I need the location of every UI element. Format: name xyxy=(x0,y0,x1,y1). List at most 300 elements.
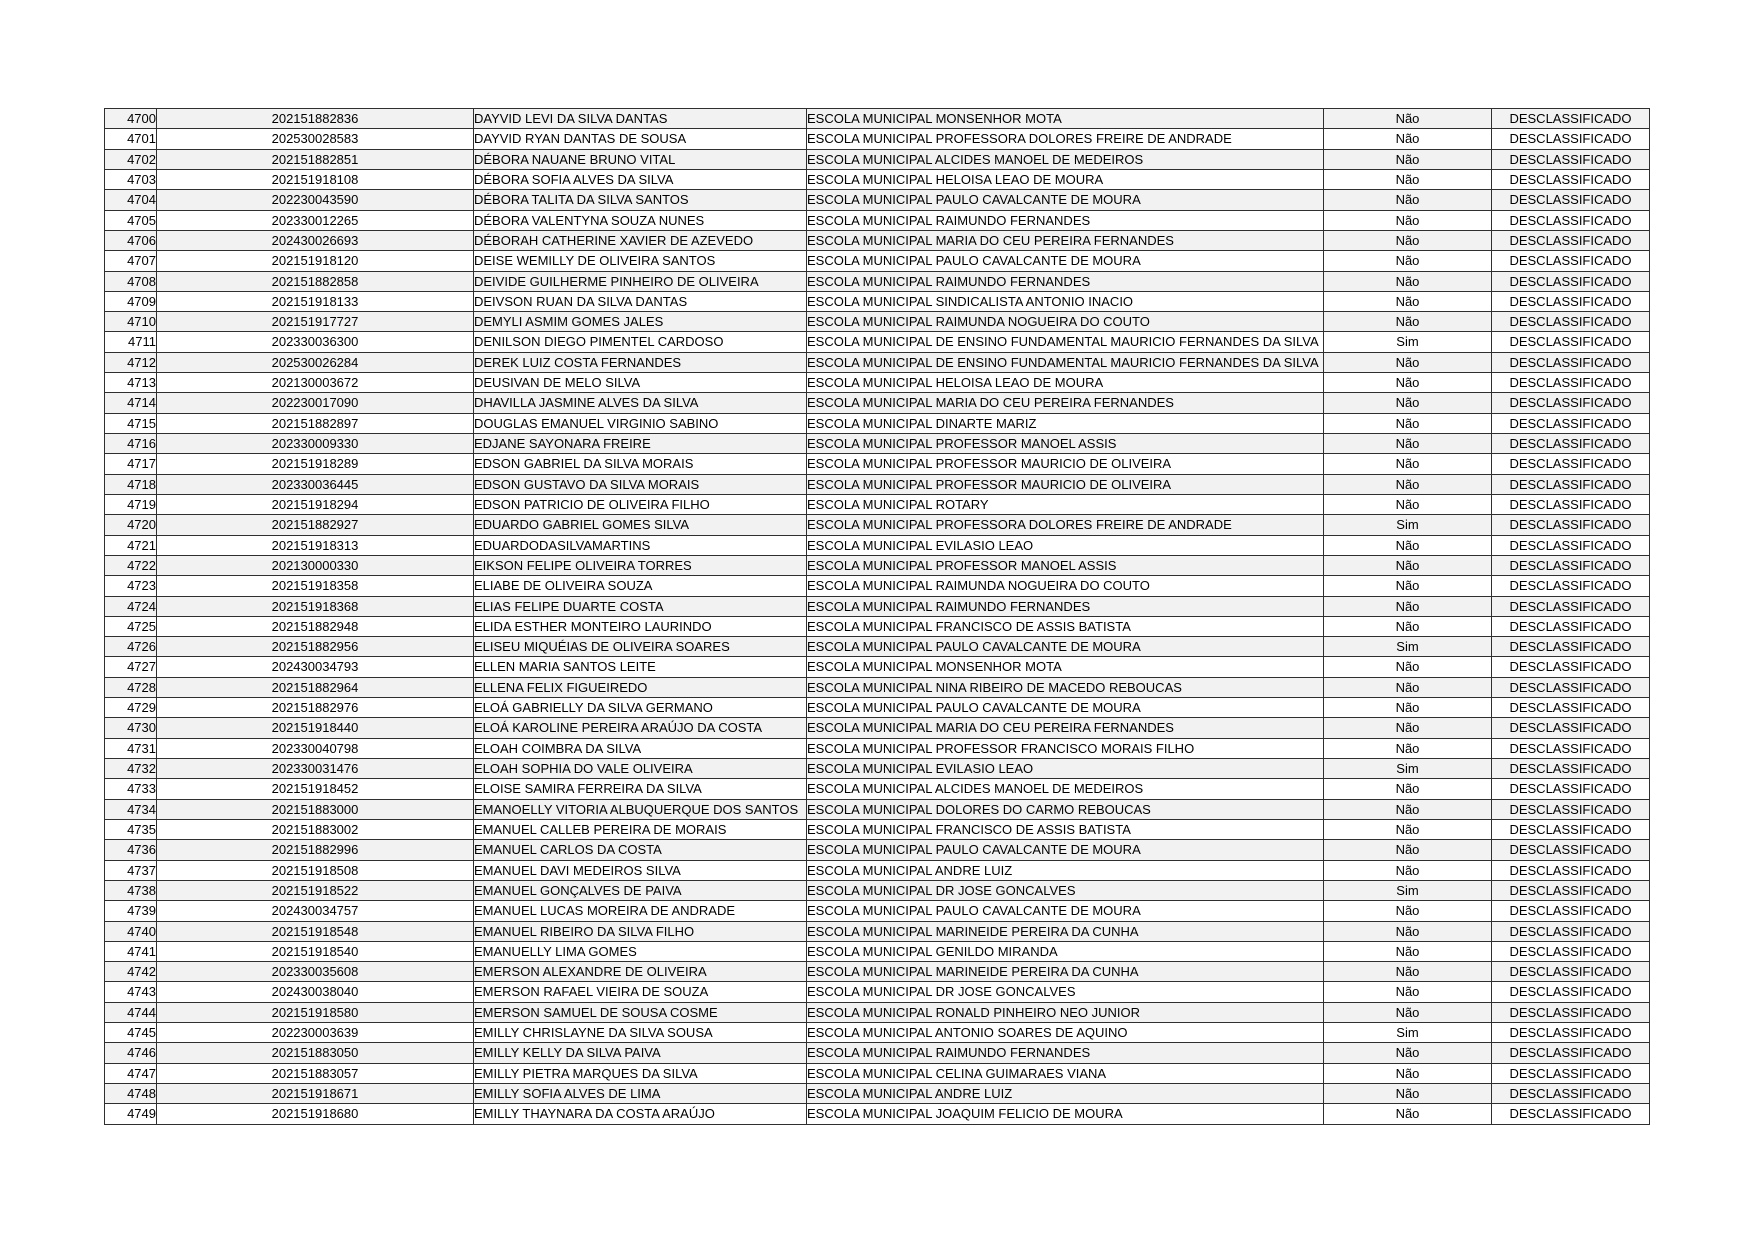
name-cell: EMANUEL CARLOS DA COSTA xyxy=(474,840,807,860)
registration-cell: 202151918294 xyxy=(157,494,474,514)
school-cell: ESCOLA MUNICIPAL CELINA GUIMARAES VIANA xyxy=(807,1063,1324,1083)
row-index-cell: 4748 xyxy=(105,1084,157,1104)
school-cell: ESCOLA MUNICIPAL PROFESSORA DOLORES FREIRE DE ANDRADE xyxy=(807,515,1324,535)
school-cell: ESCOLA MUNICIPAL PROFESSOR MAURICIO DE OLIVEIRA xyxy=(807,474,1324,494)
yes-no-cell: Não xyxy=(1324,373,1492,393)
name-cell: DAYVID RYAN DANTAS DE SOUSA xyxy=(474,129,807,149)
status-cell: DESCLASSIFICADO xyxy=(1492,474,1650,494)
yes-no-cell: Não xyxy=(1324,251,1492,271)
name-cell: EDJANE SAYONARA FREIRE xyxy=(474,434,807,454)
yes-no-cell: Não xyxy=(1324,555,1492,575)
registration-cell: 202151918580 xyxy=(157,1002,474,1022)
name-cell: EMANUEL GONÇALVES DE PAIVA xyxy=(474,880,807,900)
row-index-cell: 4727 xyxy=(105,657,157,677)
registration-cell: 202151918522 xyxy=(157,880,474,900)
table-row xyxy=(105,454,1650,474)
name-cell: ELOAH COIMBRA DA SILVA xyxy=(474,738,807,758)
name-cell: DÉBORA SOFIA ALVES DA SILVA xyxy=(474,169,807,189)
table-row xyxy=(105,1002,1650,1022)
row-index-cell: 4723 xyxy=(105,576,157,596)
classification-table xyxy=(104,108,1650,1125)
table-row xyxy=(105,616,1650,636)
table-row xyxy=(105,332,1650,352)
name-cell: ELLEN MARIA SANTOS LEITE xyxy=(474,657,807,677)
school-cell: ESCOLA MUNICIPAL GENILDO MIRANDA xyxy=(807,941,1324,961)
registration-cell: 202151918680 xyxy=(157,1104,474,1124)
yes-no-cell: Sim xyxy=(1324,759,1492,779)
name-cell: DENILSON DIEGO PIMENTEL CARDOSO xyxy=(474,332,807,352)
status-cell: DESCLASSIFICADO xyxy=(1492,657,1650,677)
school-cell: ESCOLA MUNICIPAL HELOISA LEAO DE MOURA xyxy=(807,169,1324,189)
status-cell: DESCLASSIFICADO xyxy=(1492,291,1650,311)
table-row xyxy=(105,779,1650,799)
yes-no-cell: Não xyxy=(1324,210,1492,230)
registration-cell: 202151883050 xyxy=(157,1043,474,1063)
name-cell: ELISEU MIQUÉIAS DE OLIVEIRA SOARES xyxy=(474,637,807,657)
row-index-cell: 4726 xyxy=(105,637,157,657)
table-row xyxy=(105,962,1650,982)
school-cell: ESCOLA MUNICIPAL EVILASIO LEAO xyxy=(807,759,1324,779)
name-cell: ELIABE DE OLIVEIRA SOUZA xyxy=(474,576,807,596)
school-cell: ESCOLA MUNICIPAL FRANCISCO DE ASSIS BATISTA xyxy=(807,616,1324,636)
status-cell: DESCLASSIFICADO xyxy=(1492,860,1650,880)
row-index-cell: 4746 xyxy=(105,1043,157,1063)
table-row xyxy=(105,738,1650,758)
school-cell: ESCOLA MUNICIPAL DOLORES DO CARMO REBOUCAS xyxy=(807,799,1324,819)
table-row xyxy=(105,880,1650,900)
yes-no-cell: Não xyxy=(1324,819,1492,839)
yes-no-cell: Não xyxy=(1324,982,1492,1002)
name-cell: EMERSON RAFAEL VIEIRA DE SOUZA xyxy=(474,982,807,1002)
registration-cell: 202330036445 xyxy=(157,474,474,494)
registration-cell: 202151918108 xyxy=(157,169,474,189)
registration-cell: 202530026284 xyxy=(157,352,474,372)
table-row xyxy=(105,576,1650,596)
registration-cell: 202151882956 xyxy=(157,637,474,657)
yes-no-cell: Não xyxy=(1324,454,1492,474)
yes-no-cell: Sim xyxy=(1324,637,1492,657)
status-cell: DESCLASSIFICADO xyxy=(1492,616,1650,636)
name-cell: DÉBORA TALITA DA SILVA SANTOS xyxy=(474,190,807,210)
yes-no-cell: Não xyxy=(1324,657,1492,677)
school-cell: ESCOLA MUNICIPAL PROFESSOR MANOEL ASSIS xyxy=(807,555,1324,575)
name-cell: ELLENA FELIX FIGUEIREDO xyxy=(474,677,807,697)
registration-cell: 202151882964 xyxy=(157,677,474,697)
yes-no-cell: Sim xyxy=(1324,515,1492,535)
table-row xyxy=(105,819,1650,839)
registration-cell: 202151918452 xyxy=(157,779,474,799)
yes-no-cell: Não xyxy=(1324,230,1492,250)
registration-cell: 202151882996 xyxy=(157,840,474,860)
status-cell: DESCLASSIFICADO xyxy=(1492,1104,1650,1124)
name-cell: ELOÁ KAROLINE PEREIRA ARAÚJO DA COSTA xyxy=(474,718,807,738)
yes-no-cell: Não xyxy=(1324,474,1492,494)
yes-no-cell: Não xyxy=(1324,413,1492,433)
table-row xyxy=(105,799,1650,819)
school-cell: ESCOLA MUNICIPAL RAIMUNDO FERNANDES xyxy=(807,210,1324,230)
status-cell: DESCLASSIFICADO xyxy=(1492,434,1650,454)
registration-cell: 202151918548 xyxy=(157,921,474,941)
name-cell: DÉBORA VALENTYNA SOUZA NUNES xyxy=(474,210,807,230)
school-cell: ESCOLA MUNICIPAL PAULO CAVALCANTE DE MOURA xyxy=(807,251,1324,271)
registration-cell: 202151882976 xyxy=(157,698,474,718)
name-cell: ELIAS FELIPE DUARTE COSTA xyxy=(474,596,807,616)
school-cell: ESCOLA MUNICIPAL ROTARY xyxy=(807,494,1324,514)
row-index-cell: 4747 xyxy=(105,1063,157,1083)
school-cell: ESCOLA MUNICIPAL MARINEIDE PEREIRA DA CUNHA xyxy=(807,962,1324,982)
name-cell: EMANOELLY VITORIA ALBUQUERQUE DOS SANTOS xyxy=(474,799,807,819)
status-cell: DESCLASSIFICADO xyxy=(1492,535,1650,555)
row-index-cell: 4702 xyxy=(105,149,157,169)
school-cell: ESCOLA MUNICIPAL DR JOSE GONCALVES xyxy=(807,880,1324,900)
row-index-cell: 4715 xyxy=(105,413,157,433)
name-cell: EMILLY THAYNARA DA COSTA ARAÚJO xyxy=(474,1104,807,1124)
row-index-cell: 4705 xyxy=(105,210,157,230)
row-index-cell: 4712 xyxy=(105,352,157,372)
status-cell: DESCLASSIFICADO xyxy=(1492,921,1650,941)
school-cell: ESCOLA MUNICIPAL MARIA DO CEU PEREIRA FERNANDES xyxy=(807,230,1324,250)
registration-cell: 202151882948 xyxy=(157,616,474,636)
yes-no-cell: Não xyxy=(1324,677,1492,697)
status-cell: DESCLASSIFICADO xyxy=(1492,169,1650,189)
status-cell: DESCLASSIFICADO xyxy=(1492,637,1650,657)
status-cell: DESCLASSIFICADO xyxy=(1492,576,1650,596)
row-index-cell: 4740 xyxy=(105,921,157,941)
row-index-cell: 4741 xyxy=(105,941,157,961)
name-cell: EMERSON ALEXANDRE DE OLIVEIRA xyxy=(474,962,807,982)
table-row xyxy=(105,109,1650,129)
registration-cell: 202151882927 xyxy=(157,515,474,535)
name-cell: DAYVID LEVI DA SILVA DANTAS xyxy=(474,109,807,129)
row-index-cell: 4743 xyxy=(105,982,157,1002)
registration-cell: 202151883000 xyxy=(157,799,474,819)
registration-cell: 202151882858 xyxy=(157,271,474,291)
status-cell: DESCLASSIFICADO xyxy=(1492,190,1650,210)
registration-cell: 202151918289 xyxy=(157,454,474,474)
row-index-cell: 4744 xyxy=(105,1002,157,1022)
status-cell: DESCLASSIFICADO xyxy=(1492,149,1650,169)
name-cell: DEUSIVAN DE MELO SILVA xyxy=(474,373,807,393)
name-cell: EMANUEL CALLEB PEREIRA DE MORAIS xyxy=(474,819,807,839)
status-cell: DESCLASSIFICADO xyxy=(1492,454,1650,474)
row-index-cell: 4728 xyxy=(105,677,157,697)
row-index-cell: 4734 xyxy=(105,799,157,819)
school-cell: ESCOLA MUNICIPAL EVILASIO LEAO xyxy=(807,535,1324,555)
yes-no-cell: Não xyxy=(1324,352,1492,372)
table-row xyxy=(105,515,1650,535)
status-cell: DESCLASSIFICADO xyxy=(1492,738,1650,758)
row-index-cell: 4711 xyxy=(105,332,157,352)
yes-no-cell: Não xyxy=(1324,271,1492,291)
table-row xyxy=(105,190,1650,210)
registration-cell: 202430034793 xyxy=(157,657,474,677)
row-index-cell: 4737 xyxy=(105,860,157,880)
row-index-cell: 4717 xyxy=(105,454,157,474)
table-row xyxy=(105,1104,1650,1124)
yes-no-cell: Não xyxy=(1324,434,1492,454)
name-cell: EMANUELLY LIMA GOMES xyxy=(474,941,807,961)
table-row xyxy=(105,637,1650,657)
status-cell: DESCLASSIFICADO xyxy=(1492,109,1650,129)
status-cell: DESCLASSIFICADO xyxy=(1492,1002,1650,1022)
school-cell: ESCOLA MUNICIPAL HELOISA LEAO DE MOURA xyxy=(807,373,1324,393)
row-index-cell: 4709 xyxy=(105,291,157,311)
status-cell: DESCLASSIFICADO xyxy=(1492,332,1650,352)
school-cell: ESCOLA MUNICIPAL MARINEIDE PEREIRA DA CUNHA xyxy=(807,921,1324,941)
row-index-cell: 4703 xyxy=(105,169,157,189)
status-cell: DESCLASSIFICADO xyxy=(1492,515,1650,535)
row-index-cell: 4716 xyxy=(105,434,157,454)
name-cell: EDSON PATRICIO DE OLIVEIRA FILHO xyxy=(474,494,807,514)
name-cell: ELOISE SAMIRA FERREIRA DA SILVA xyxy=(474,779,807,799)
status-cell: DESCLASSIFICADO xyxy=(1492,373,1650,393)
school-cell: ESCOLA MUNICIPAL PAULO CAVALCANTE DE MOURA xyxy=(807,901,1324,921)
table-row xyxy=(105,941,1650,961)
school-cell: ESCOLA MUNICIPAL RAIMUNDA NOGUEIRA DO COUTO xyxy=(807,576,1324,596)
registration-cell: 202151918508 xyxy=(157,860,474,880)
status-cell: DESCLASSIFICADO xyxy=(1492,901,1650,921)
table-row xyxy=(105,657,1650,677)
row-index-cell: 4733 xyxy=(105,779,157,799)
yes-no-cell: Não xyxy=(1324,291,1492,311)
school-cell: ESCOLA MUNICIPAL RONALD PINHEIRO NEO JUNIOR xyxy=(807,1002,1324,1022)
registration-cell: 202230043590 xyxy=(157,190,474,210)
table-row xyxy=(105,494,1650,514)
row-index-cell: 4700 xyxy=(105,109,157,129)
name-cell: DEREK LUIZ COSTA FERNANDES xyxy=(474,352,807,372)
yes-no-cell: Não xyxy=(1324,1043,1492,1063)
yes-no-cell: Não xyxy=(1324,1084,1492,1104)
name-cell: EMERSON SAMUEL DE SOUSA COSME xyxy=(474,1002,807,1022)
row-index-cell: 4731 xyxy=(105,738,157,758)
registration-cell: 202151882851 xyxy=(157,149,474,169)
yes-no-cell: Não xyxy=(1324,596,1492,616)
status-cell: DESCLASSIFICADO xyxy=(1492,312,1650,332)
table-row xyxy=(105,698,1650,718)
name-cell: EMILLY CHRISLAYNE DA SILVA SOUSA xyxy=(474,1023,807,1043)
table-row xyxy=(105,393,1650,413)
registration-cell: 202330012265 xyxy=(157,210,474,230)
yes-no-cell: Não xyxy=(1324,718,1492,738)
yes-no-cell: Não xyxy=(1324,1063,1492,1083)
yes-no-cell: Não xyxy=(1324,576,1492,596)
school-cell: ESCOLA MUNICIPAL PROFESSOR FRANCISCO MORAIS FILHO xyxy=(807,738,1324,758)
table-row xyxy=(105,840,1650,860)
table-row xyxy=(105,169,1650,189)
status-cell: DESCLASSIFICADO xyxy=(1492,677,1650,697)
yes-no-cell: Não xyxy=(1324,799,1492,819)
school-cell: ESCOLA MUNICIPAL ANDRE LUIZ xyxy=(807,860,1324,880)
name-cell: EDUARDODASILVAMARTINS xyxy=(474,535,807,555)
registration-cell: 202130003672 xyxy=(157,373,474,393)
school-cell: ESCOLA MUNICIPAL PROFESSOR MAURICIO DE OLIVEIRA xyxy=(807,454,1324,474)
yes-no-cell: Não xyxy=(1324,1104,1492,1124)
name-cell: DOUGLAS EMANUEL VIRGINIO SABINO xyxy=(474,413,807,433)
status-cell: DESCLASSIFICADO xyxy=(1492,1023,1650,1043)
table-row xyxy=(105,251,1650,271)
name-cell: EMILLY KELLY DA SILVA PAIVA xyxy=(474,1043,807,1063)
status-cell: DESCLASSIFICADO xyxy=(1492,271,1650,291)
school-cell: ESCOLA MUNICIPAL NINA RIBEIRO DE MACEDO REBOUCAS xyxy=(807,677,1324,697)
status-cell: DESCLASSIFICADO xyxy=(1492,555,1650,575)
table-row xyxy=(105,413,1650,433)
yes-no-cell: Não xyxy=(1324,535,1492,555)
school-cell: ESCOLA MUNICIPAL MARIA DO CEU PEREIRA FERNANDES xyxy=(807,393,1324,413)
table-row xyxy=(105,1084,1650,1104)
school-cell: ESCOLA MUNICIPAL PAULO CAVALCANTE DE MOURA xyxy=(807,190,1324,210)
school-cell: ESCOLA MUNICIPAL RAIMUNDO FERNANDES xyxy=(807,1043,1324,1063)
school-cell: ESCOLA MUNICIPAL ALCIDES MANOEL DE MEDEIROS xyxy=(807,149,1324,169)
status-cell: DESCLASSIFICADO xyxy=(1492,880,1650,900)
table-row xyxy=(105,677,1650,697)
name-cell: DEIVSON RUAN DA SILVA DANTAS xyxy=(474,291,807,311)
table-row xyxy=(105,921,1650,941)
registration-cell: 202151918133 xyxy=(157,291,474,311)
name-cell: DHAVILLA JASMINE ALVES DA SILVA xyxy=(474,393,807,413)
name-cell: EIKSON FELIPE OLIVEIRA TORRES xyxy=(474,555,807,575)
school-cell: ESCOLA MUNICIPAL ANDRE LUIZ xyxy=(807,1084,1324,1104)
registration-cell: 202430034757 xyxy=(157,901,474,921)
name-cell: DÉBORA NAUANE BRUNO VITAL xyxy=(474,149,807,169)
registration-cell: 202330036300 xyxy=(157,332,474,352)
row-index-cell: 4701 xyxy=(105,129,157,149)
status-cell: DESCLASSIFICADO xyxy=(1492,941,1650,961)
status-cell: DESCLASSIFICADO xyxy=(1492,1084,1650,1104)
registration-cell: 202151918313 xyxy=(157,535,474,555)
school-cell: ESCOLA MUNICIPAL DR JOSE GONCALVES xyxy=(807,982,1324,1002)
name-cell: DÉBORAH CATHERINE XAVIER DE AZEVEDO xyxy=(474,230,807,250)
registration-cell: 202151918671 xyxy=(157,1084,474,1104)
school-cell: ESCOLA MUNICIPAL PAULO CAVALCANTE DE MOURA xyxy=(807,637,1324,657)
row-index-cell: 4725 xyxy=(105,616,157,636)
row-index-cell: 4707 xyxy=(105,251,157,271)
status-cell: DESCLASSIFICADO xyxy=(1492,1063,1650,1083)
table-row xyxy=(105,555,1650,575)
status-cell: DESCLASSIFICADO xyxy=(1492,1043,1650,1063)
status-cell: DESCLASSIFICADO xyxy=(1492,393,1650,413)
row-index-cell: 4714 xyxy=(105,393,157,413)
registration-cell: 202151882836 xyxy=(157,109,474,129)
row-index-cell: 4736 xyxy=(105,840,157,860)
yes-no-cell: Não xyxy=(1324,494,1492,514)
yes-no-cell: Não xyxy=(1324,312,1492,332)
table-row xyxy=(105,373,1650,393)
school-cell: ESCOLA MUNICIPAL MARIA DO CEU PEREIRA FERNANDES xyxy=(807,718,1324,738)
table-row xyxy=(105,860,1650,880)
school-cell: ESCOLA MUNICIPAL PROFESSORA DOLORES FREIRE DE ANDRADE xyxy=(807,129,1324,149)
yes-no-cell: Não xyxy=(1324,616,1492,636)
table-row xyxy=(105,149,1650,169)
name-cell: DEISE WEMILLY DE OLIVEIRA SANTOS xyxy=(474,251,807,271)
status-cell: DESCLASSIFICADO xyxy=(1492,819,1650,839)
row-index-cell: 4718 xyxy=(105,474,157,494)
school-cell: ESCOLA MUNICIPAL PAULO CAVALCANTE DE MOURA xyxy=(807,698,1324,718)
school-cell: ESCOLA MUNICIPAL ALCIDES MANOEL DE MEDEIROS xyxy=(807,779,1324,799)
registration-cell: 202230017090 xyxy=(157,393,474,413)
yes-no-cell: Não xyxy=(1324,962,1492,982)
school-cell: ESCOLA MUNICIPAL MONSENHOR MOTA xyxy=(807,109,1324,129)
name-cell: EMANUEL RIBEIRO DA SILVA FILHO xyxy=(474,921,807,941)
table-row xyxy=(105,312,1650,332)
row-index-cell: 4721 xyxy=(105,535,157,555)
table-row xyxy=(105,759,1650,779)
name-cell: EDUARDO GABRIEL GOMES SILVA xyxy=(474,515,807,535)
yes-no-cell: Não xyxy=(1324,901,1492,921)
yes-no-cell: Não xyxy=(1324,149,1492,169)
status-cell: DESCLASSIFICADO xyxy=(1492,494,1650,514)
table-row xyxy=(105,271,1650,291)
registration-cell: 202151918540 xyxy=(157,941,474,961)
name-cell: EMILLY SOFIA ALVES DE LIMA xyxy=(474,1084,807,1104)
school-cell: ESCOLA MUNICIPAL ANTONIO SOARES DE AQUINO xyxy=(807,1023,1324,1043)
school-cell: ESCOLA MUNICIPAL PAULO CAVALCANTE DE MOURA xyxy=(807,840,1324,860)
table-row xyxy=(105,210,1650,230)
registration-cell: 202151883057 xyxy=(157,1063,474,1083)
registration-cell: 202330031476 xyxy=(157,759,474,779)
row-index-cell: 4720 xyxy=(105,515,157,535)
status-cell: DESCLASSIFICADO xyxy=(1492,413,1650,433)
row-index-cell: 4738 xyxy=(105,880,157,900)
registration-cell: 202330009330 xyxy=(157,434,474,454)
yes-no-cell: Não xyxy=(1324,109,1492,129)
row-index-cell: 4730 xyxy=(105,718,157,738)
registration-cell: 202151917727 xyxy=(157,312,474,332)
registration-cell: 202151918368 xyxy=(157,596,474,616)
school-cell: ESCOLA MUNICIPAL DE ENSINO FUNDAMENTAL MAURICIO FERNANDES DA SILVA xyxy=(807,332,1324,352)
yes-no-cell: Não xyxy=(1324,169,1492,189)
name-cell: DEIVIDE GUILHERME PINHEIRO DE OLIVEIRA xyxy=(474,271,807,291)
classification-table-body xyxy=(105,109,1650,1125)
yes-no-cell: Não xyxy=(1324,738,1492,758)
name-cell: EDSON GUSTAVO DA SILVA MORAIS xyxy=(474,474,807,494)
school-cell: ESCOLA MUNICIPAL DINARTE MARIZ xyxy=(807,413,1324,433)
status-cell: DESCLASSIFICADO xyxy=(1492,251,1650,271)
yes-no-cell: Não xyxy=(1324,840,1492,860)
yes-no-cell: Não xyxy=(1324,941,1492,961)
registration-cell: 202330035608 xyxy=(157,962,474,982)
yes-no-cell: Não xyxy=(1324,190,1492,210)
status-cell: DESCLASSIFICADO xyxy=(1492,230,1650,250)
status-cell: DESCLASSIFICADO xyxy=(1492,210,1650,230)
yes-no-cell: Sim xyxy=(1324,332,1492,352)
table-row xyxy=(105,1023,1650,1043)
table-row xyxy=(105,474,1650,494)
status-cell: DESCLASSIFICADO xyxy=(1492,779,1650,799)
name-cell: EMANUEL LUCAS MOREIRA DE ANDRADE xyxy=(474,901,807,921)
name-cell: ELOAH SOPHIA DO VALE OLIVEIRA xyxy=(474,759,807,779)
table-row xyxy=(105,901,1650,921)
row-index-cell: 4713 xyxy=(105,373,157,393)
registration-cell: 202151918440 xyxy=(157,718,474,738)
yes-no-cell: Não xyxy=(1324,129,1492,149)
registration-cell: 202151882897 xyxy=(157,413,474,433)
table-row xyxy=(105,352,1650,372)
row-index-cell: 4739 xyxy=(105,901,157,921)
row-index-cell: 4735 xyxy=(105,819,157,839)
registration-cell: 202130000330 xyxy=(157,555,474,575)
table-row xyxy=(105,434,1650,454)
table-row xyxy=(105,718,1650,738)
yes-no-cell: Sim xyxy=(1324,880,1492,900)
registration-cell: 202430038040 xyxy=(157,982,474,1002)
table-row xyxy=(105,291,1650,311)
school-cell: ESCOLA MUNICIPAL RAIMUNDA NOGUEIRA DO COUTO xyxy=(807,312,1324,332)
registration-cell: 202330040798 xyxy=(157,738,474,758)
row-index-cell: 4745 xyxy=(105,1023,157,1043)
school-cell: ESCOLA MUNICIPAL JOAQUIM FELICIO DE MOURA xyxy=(807,1104,1324,1124)
status-cell: DESCLASSIFICADO xyxy=(1492,759,1650,779)
school-cell: ESCOLA MUNICIPAL RAIMUNDO FERNANDES xyxy=(807,271,1324,291)
